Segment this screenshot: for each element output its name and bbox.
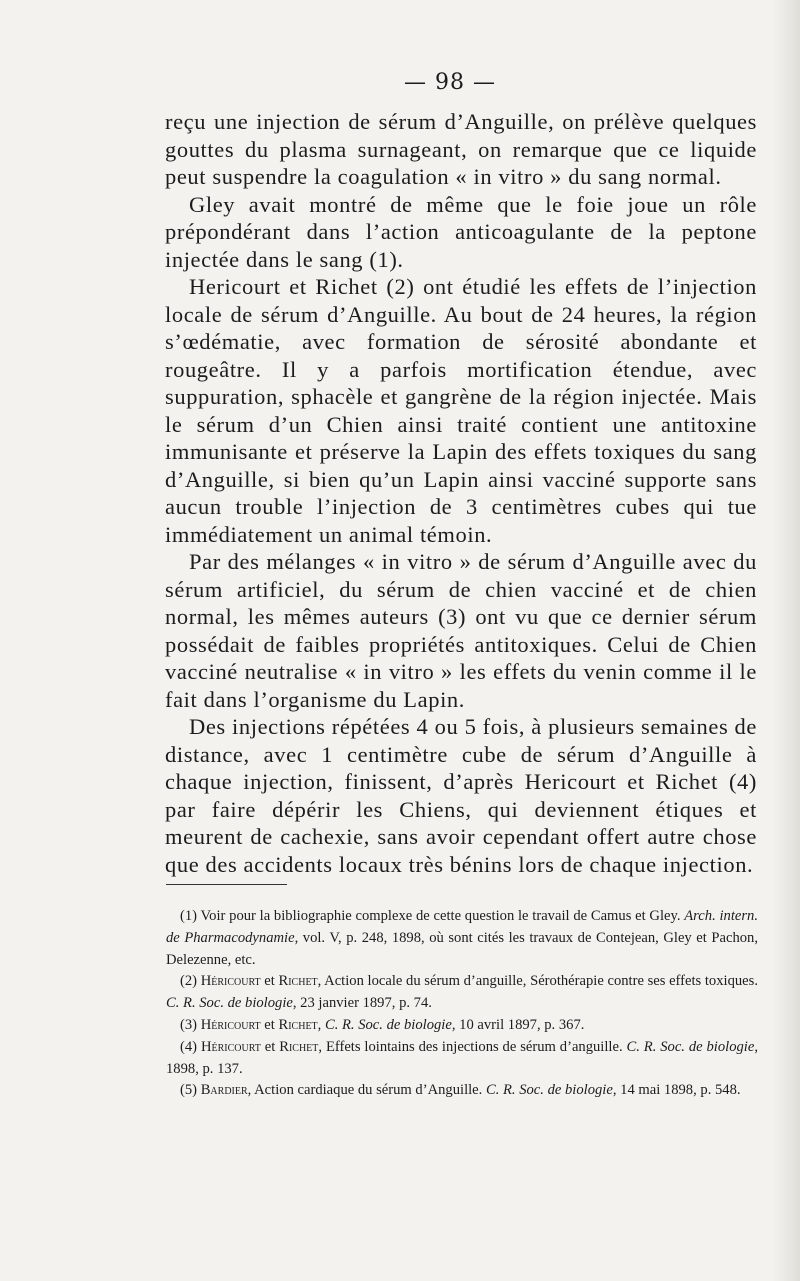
footnote-3-ref: , 10 avril 1897, p. 367. [451,1016,585,1033]
footnote-2-and: et [260,973,279,990]
footnote-5-marker: (5) [180,1082,198,1099]
footnote-4-text: , Effets lointains des injections de sérum d’anguille. [318,1038,627,1055]
footnote-3-author-2: Richet [278,1016,318,1033]
footnote-5-author: Bardier [200,1082,248,1099]
footnote-4 [166,1037,758,1081]
paragraph-1: reçu une injection de sérum d’Anguille, on prélève quelques gouttes du plasma surnageant, on remarque que ce liquide peut suspendre la coagulation « in vitro » du sang normal. [165,109,757,189]
footnote-4-ref: , 1898, p. 137. [166,1038,758,1077]
footnote-4-marker: (4) [180,1038,198,1055]
footnote-4-author-2: Richet [279,1038,319,1055]
footnote-2-marker: (2) [180,973,198,990]
paragraph-5: Des injections répétées 4 ou 5 fois, à plusieurs semaines de distance, avec 1 centimètre cube de sérum d’Anguille à chaque injection, finissent, d’après Hericourt et Richet (4) par faire dépérir les Chiens, qui deviennent étiques et meurent de cachexie, sans avoir cependant offert autre chose que des accidents locaux très bénins lors de chaque injection. [165,714,757,877]
footnote-1 [166,906,758,971]
paragraph-2: Gley avait montré de même que le foie joue un rôle prépondérant dans l’action anticoagulante de la peptone injectée dans le sang (1). [165,191,757,272]
footnote-2-journal: C. R. Soc. de biologie [166,995,293,1012]
footnote-1-marker: (1) [180,908,198,924]
footnote-3-journal: C. R. Soc. de biologie [324,1016,452,1033]
footnote-3 [166,1015,758,1037]
footnote-1-text: Voir pour la bibliographie complexe de cette question le travail de Camus et Gley. [197,908,685,924]
footnote-4-author-1: Héricourt [200,1038,261,1055]
footnote-2 [166,971,758,1015]
footnote-3-author-1: Héricourt [200,1016,261,1033]
footnote-2-author-1: Héricourt [200,973,261,990]
footnote-5-journal: C. R. Soc. de biologie [485,1082,613,1099]
footnotes [166,906,758,1102]
page-number: — 98 — [404,70,496,95]
body-text [165,108,757,878]
footnote-5-ref: , 14 mai 1898, p. 548. [612,1082,741,1099]
paragraph-4: Par des mélanges « in vitro » de sérum d’Anguille avec du sérum artificiel, du sérum de chien vacciné et de chien normal, les mêmes auteurs (3) ont vu que ce dernier sérum possédait de faibles propriétés antitoxiques. Celui de Chien vacciné neutralise « in vitro » les effets du venin comme il le fait dans l’organisme du Lapin. [165,549,757,712]
page-edge-shadow [772,0,800,1281]
footnote-3-marker: (3) [180,1016,198,1033]
footnote-1-ref: , vol. V, p. 248, 1898, où sont cités les travaux de Contejean, Gley et Pachon, Delezenne, etc. [166,929,758,968]
footnote-4-journal: C. R. Soc. de biologie [626,1038,755,1055]
footnote-5-text: , Action cardiaque du sérum d’Anguille. [247,1082,486,1099]
footnote-4-and: et [260,1038,280,1055]
footnote-5 [166,1080,758,1102]
footnote-3-and: et [260,1016,279,1033]
paragraph-3: Hericourt et Richet (2) ont étudié les effets de l’injection locale de sérum d’Anguille. Au bout de 24 heures, la région s’œdématie, avec formation de sérosité abondante et rougeâtre. Il y a parfois mortification étendue, avec suppuration, sphacèle et gangrène de la région injectée. Mais le sérum d’un Chien ainsi traité contient une antitoxine immunisante et préserve la Lapin des effets toxiques du sang d’Anguille, si bien qu’un Lapin ainsi vacciné supporte sans aucun trouble l’injection de 3 centimètres cubes qui tue immédiatement un animal témoin. [165,274,757,547]
footnote-2-ref: , 23 janvier 1897, p. 74. [292,995,432,1012]
footnote-separator [166,884,287,885]
footnote-2-author-2: Richet [278,973,318,990]
footnote-1-journal: Arch. intern. de Pharmacodynamie [166,908,758,946]
footnote-3-text: , [317,1016,325,1033]
footnote-2-text: , Action locale du sérum d’anguille, Sérothérapie contre ses effets toxiques. [317,973,758,990]
